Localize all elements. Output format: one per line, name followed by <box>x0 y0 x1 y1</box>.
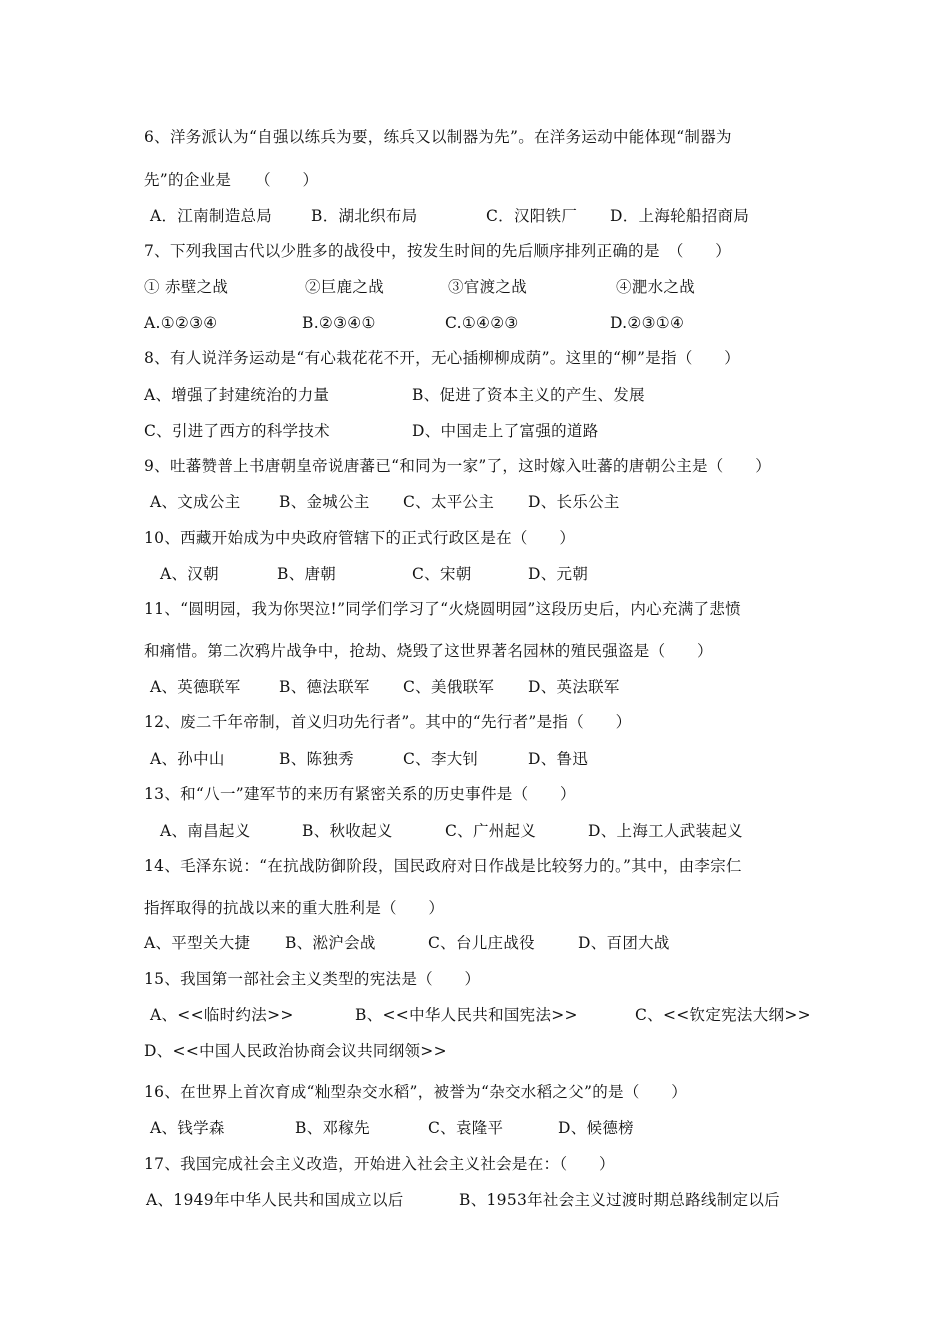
q9-option-b: B、金城公主 <box>279 493 370 511</box>
q6-option-c: C．汉阳铁厂 <box>486 207 578 225</box>
q6-line1: 6、洋务派认为“自强以练兵为要，练兵又以制器为先”。在洋务运动中能体现“制器为 <box>144 128 732 146</box>
q15-option-a: A、<<临时约法>> <box>150 1006 294 1024</box>
q17-option-a: A、1949年中华人民共和国成立以后 <box>146 1191 404 1209</box>
q9-option-c: C、太平公主 <box>403 493 495 511</box>
q13-option-a: A、南昌起义 <box>160 822 251 840</box>
q15-option-d: D、<<中国人民政治协商会议共同纲领>> <box>144 1042 447 1060</box>
q17-line1: 17、我国完成社会主义改造，开始进入社会主义社会是在：（ ） <box>144 1155 615 1173</box>
q11-option-d: D、英法联军 <box>528 678 620 696</box>
q11-option-a: A、英德联军 <box>150 678 241 696</box>
q11-option-b: B、德法联军 <box>279 678 370 696</box>
q6-line2: 先”的企业是 （ ） <box>144 171 319 189</box>
q7-line1: 7、下列我国古代以少胜多的战役中，按发生时间的先后顺序排列正确的是 （ ） <box>144 242 732 260</box>
q7-item-3: ③官渡之战 <box>448 278 528 296</box>
q12-option-a: A、孙中山 <box>150 750 225 768</box>
q17-option-b: B、1953年社会主义过渡时期总路线制定以后 <box>459 1191 780 1209</box>
q10-option-d: D、元朝 <box>528 565 589 583</box>
q7-option-c: C.①④②③ <box>445 314 519 332</box>
q13-option-c: C、广州起义 <box>445 822 537 840</box>
q11-option-c: C、美俄联军 <box>403 678 495 696</box>
q10-line1: 10、西藏开始成为中央政府管辖下的正式行政区是在（ ） <box>144 529 576 547</box>
q7-option-b: B.②③④① <box>302 314 376 332</box>
q14-option-b: B、淞沪会战 <box>285 934 376 952</box>
q10-option-b: B、唐朝 <box>277 565 337 583</box>
q6-option-a: A．江南制造总局 <box>150 207 273 225</box>
q15-option-c: C、<<钦定宪法大纲>> <box>635 1006 811 1024</box>
q13-option-d: D、上海工人武装起义 <box>588 822 743 840</box>
q14-option-a: A、平型关大捷 <box>144 934 251 952</box>
q9-option-a: A、文成公主 <box>150 493 241 511</box>
q16-option-c: C、袁隆平 <box>428 1119 504 1137</box>
q14-option-d: D、百团大战 <box>578 934 670 952</box>
q12-line1: 12、废二千年帝制，首义归功先行者”。其中的“先行者”是指（ ） <box>144 713 632 731</box>
q6-option-d: D．上海轮船招商局 <box>610 207 750 225</box>
q16-option-b: B、邓稼先 <box>295 1119 370 1137</box>
q7-option-d: D.②③①④ <box>610 314 685 332</box>
q16-option-d: D、候德榜 <box>558 1119 634 1137</box>
q16-line1: 16、在世界上首次育成“籼型杂交水稻”，被誉为“杂交水稻之父”的是（ ） <box>144 1083 688 1101</box>
q9-option-d: D、长乐公主 <box>528 493 620 511</box>
q7-item-1: ① 赤壁之战 <box>144 278 229 296</box>
q8-option-d: D、中国走上了富强的道路 <box>412 422 599 440</box>
q9-line1: 9、吐蕃赞普上书唐朝皇帝说唐蕃已“和同为一家”了，这时嫁入吐蕃的唐朝公主是（ ） <box>144 457 772 475</box>
q8-option-b: B、促进了资本主义的产生、发展 <box>412 386 645 404</box>
q7-option-a: A.①②③④ <box>144 314 218 332</box>
q14-line2: 指挥取得的抗战以来的重大胜利是（ ） <box>144 899 445 917</box>
q16-option-a: A、钱学森 <box>150 1119 225 1137</box>
q12-option-d: D、鲁迅 <box>528 750 589 768</box>
q7-item-4: ④淝水之战 <box>616 278 696 296</box>
q14-line1: 14、毛泽东说：“在抗战防御阶段，国民政府对日作战是比较努力的。”其中，由李宗仁 <box>144 857 742 875</box>
q12-option-b: B、陈独秀 <box>279 750 354 768</box>
q10-option-a: A、汉朝 <box>160 565 219 583</box>
q7-item-2: ②巨鹿之战 <box>305 278 385 296</box>
q14-option-c: C、台儿庄战役 <box>428 934 535 952</box>
q10-option-c: C、宋朝 <box>412 565 472 583</box>
q8-option-c: C、引进了西方的科学技术 <box>144 422 330 440</box>
q8-line1: 8、有人说洋务运动是“有心栽花花不开，无心插柳柳成荫”。这里的“柳”是指（ ） <box>144 349 741 367</box>
q12-option-c: C、李大钊 <box>403 750 479 768</box>
q13-option-b: B、秋收起义 <box>302 822 393 840</box>
q13-line1: 13、和“八一”建军节的来历有紧密关系的历史事件是（ ） <box>144 785 576 803</box>
q11-line1: 11、“圆明园，我为你哭泣!”同学们学习了“火烧圆明园”这段历史后，内心充满了悲愤 <box>144 600 741 618</box>
q15-option-b: B、<<中华人民共和国宪法>> <box>355 1006 578 1024</box>
q6-option-b: B．湖北织布局 <box>311 207 418 225</box>
q15-line1: 15、我国第一部社会主义类型的宪法是（ ） <box>144 970 481 988</box>
q8-option-a: A、增强了封建统治的力量 <box>144 386 330 404</box>
q11-line2: 和痛惜。第二次鸦片战争中，抢劫、烧毁了这世界著名园林的殖民强盗是（ ） <box>144 642 713 660</box>
